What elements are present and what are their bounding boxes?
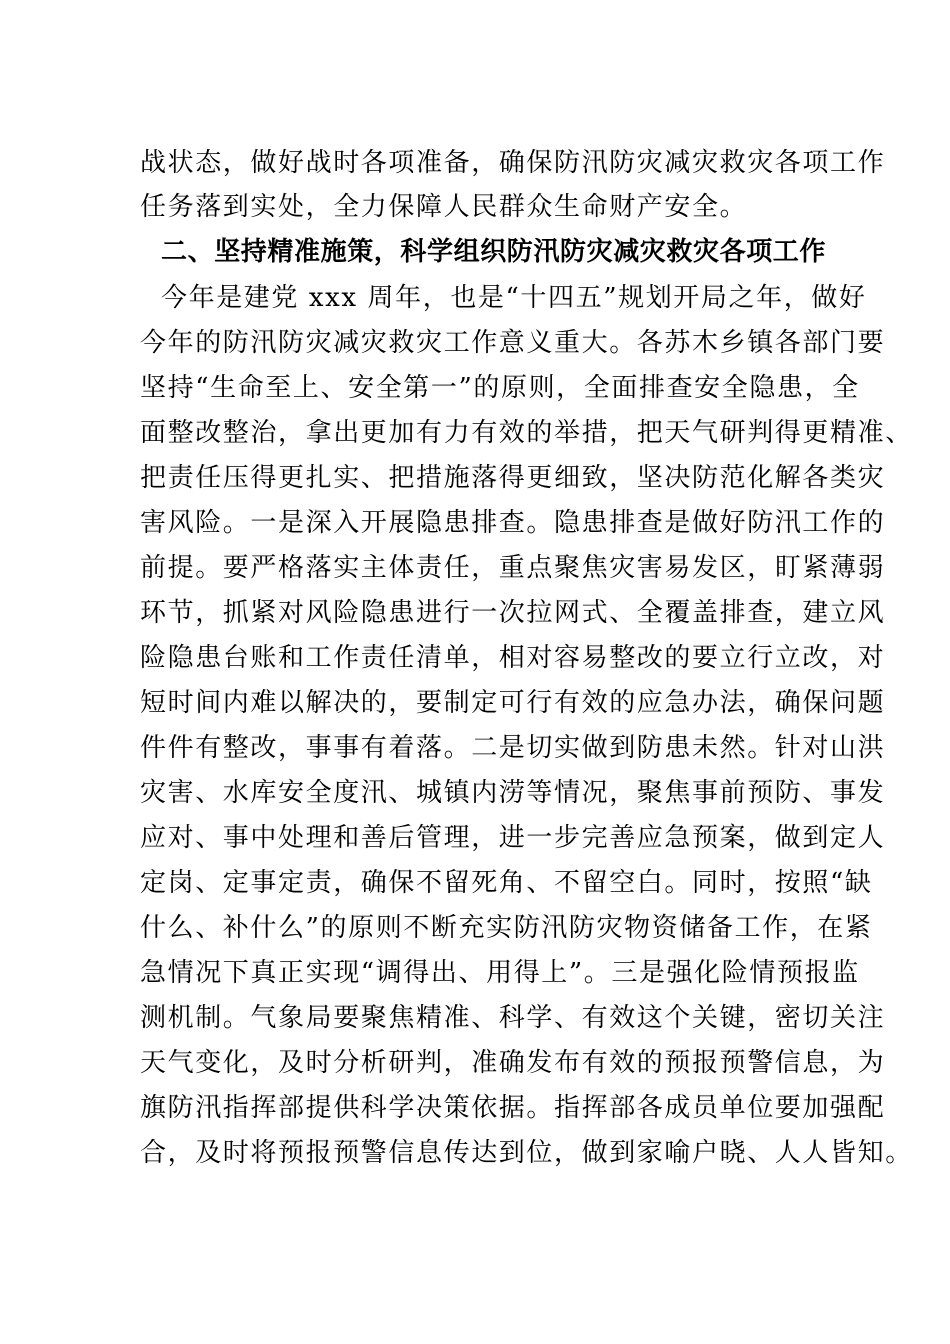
body-line: 险隐患台账和工作责任清单，相对容易整改的要立行立改，对 [140, 643, 886, 673]
body-line: 环节，抓紧对风险隐患进行一次拉网式、全覆盖排查，建立风 [140, 598, 886, 628]
body-line: 急情况下真正实现“调得出、用得上”。三是强化险情预报监 [140, 958, 860, 988]
body-line: 战状态，做好战时各项准备，确保防汛防灾减灾救灾各项工作 [140, 148, 886, 178]
body-line: 把责任压得更扎实、把措施落得更细致，坚决防范化解各类灾 [140, 463, 886, 493]
body-line: 灾害、水库安全度汛、城镇内涝等情况，聚焦事前预防、事发 [140, 778, 886, 808]
body-line: 今年的防汛防灾减灾救灾工作意义重大。各苏木乡镇各部门要 [140, 328, 886, 358]
body-line: 面整改整治，拿出更加有力有效的举措，把天气研判得更精准、 [140, 418, 913, 448]
body-line: 任务落到实处，全力保障人民群众生命财产安全。 [140, 192, 748, 222]
body-line: 合，及时将预报预警信息传达到位，做到家喻户晓、人人皆知。 [140, 1138, 913, 1168]
body-line: 定岗、定事定责，确保不留死角、不留空白。同时，按照“缺 [140, 868, 873, 898]
body-line: 今年是建党 xxx 周年，也是“十四五”规划开局之年，做好 [161, 283, 867, 313]
body-line: 前提。要严格落实主体责任，重点聚焦灾害易发区，盯紧薄弱 [140, 553, 886, 583]
body-line: 应对、事中处理和善后管理，进一步完善应急预案，做到定人 [140, 823, 886, 853]
body-line: 害风险。一是深入开展隐患排查。隐患排查是做好防汛工作的 [140, 508, 886, 538]
body-line: 坚持“生命至上、安全第一”的原则，全面排查安全隐患，全 [140, 373, 860, 403]
body-line: 什么、补什么”的原则不断充实防汛防灾物资储备工作，在紧 [140, 913, 873, 943]
body-line: 旗防汛指挥部提供科学决策依据。指挥部各成员单位要加强配 [140, 1093, 886, 1123]
body-line: 天气变化，及时分析研判，准确发布有效的预报预警信息，为 [140, 1048, 886, 1078]
section-heading: 二、坚持精准施策，科学组织防汛防灾减灾救灾各项工作 [161, 237, 827, 267]
body-line: 短时间内难以解决的，要制定可行有效的应急办法，确保问题 [140, 688, 886, 718]
body-line: 件件有整改，事事有着落。二是切实做到防患未然。针对山洪 [140, 733, 886, 763]
body-line: 测机制。气象局要聚焦精准、科学、有效这个关键，密切关注 [140, 1003, 886, 1033]
